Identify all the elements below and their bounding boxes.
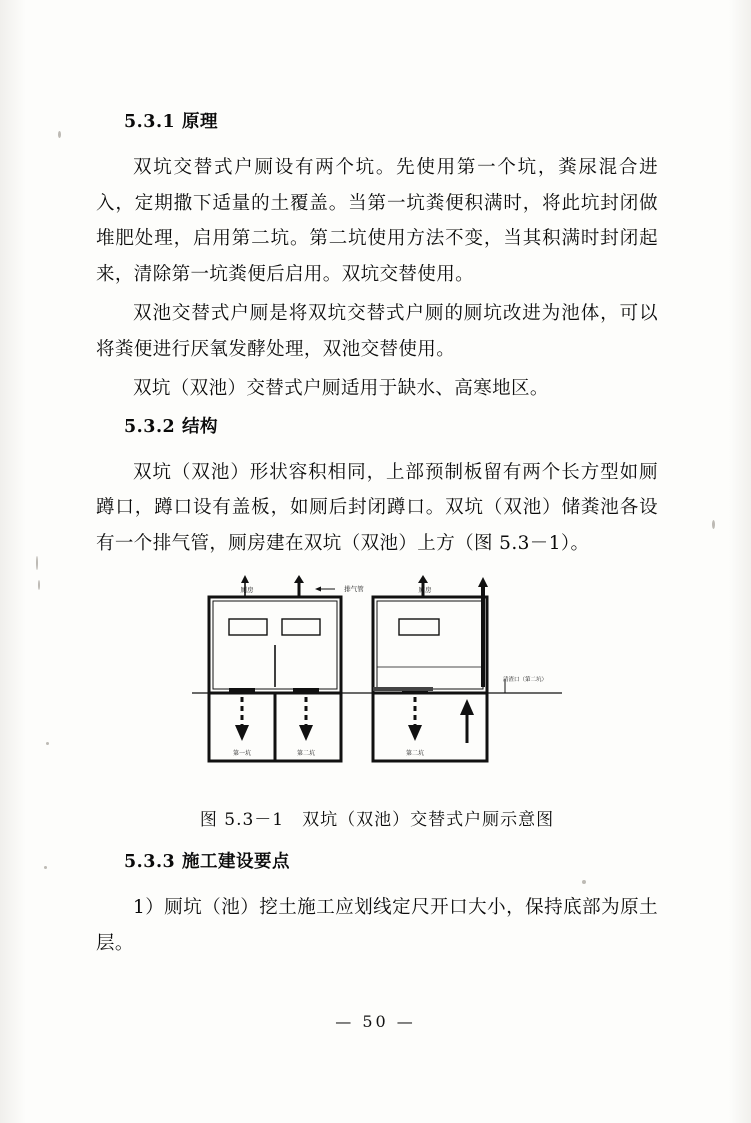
figure-caption: 图 5.3－1 双坑（双池）交替式户厕示意图 [199,810,555,831]
section-title-532: 结构 [182,416,218,437]
scan-speck [46,742,49,745]
label-clean-port: 清渣口（第二坑） [502,677,548,684]
scan-speck [712,520,715,529]
page-number: — 50 — [335,1012,416,1031]
label-pit-2-right: 第二坑 [405,750,425,758]
label-pit-1: 第一坑 [232,750,252,758]
section-number-532: 5.3.2 [124,416,176,437]
scan-edge-left [0,0,26,1123]
label-room-right: 厕房 [418,586,432,595]
section-heading-532 [96,413,658,441]
paragraph-531-3: 双坑（双池）交替式户厕适用于缺水、高寒地区。 [133,378,549,400]
figure-5-3-1 [96,575,658,830]
section-number-531: 5.3.1 [124,112,176,132]
label-vent-pipe: 排气管 [344,585,364,594]
label-room-left: 厕房 [240,586,254,595]
scan-speck [38,580,40,590]
figure-diagram [187,575,567,795]
page-content [96,108,658,965]
paragraph-532-1: 双坑（双池）形状容积相同，上部预制板留有两个长方型如厕蹲口，蹲口设有盖板，如厕后封闭蹲口。双坑（双池）储粪池各设有一个排气管，厕房建在双坑（双池）上方（图 5.3－1）。 [96,461,658,554]
section-heading-531 [96,108,658,136]
paragraph-531-1: 双坑交替式户厕设有两个坑。先使用第一个坑，粪尿混合进入，定期撒下适量的土覆盖。当第一坑粪便积满时，将此坑封闭做堆肥处理，启用第二坑。第二坑使用方法不变，当其积满时封闭起来，清除第一坑粪便后启用。双坑交替使用。 [96,157,658,285]
scan-speck [44,866,47,869]
scan-speck [36,556,38,570]
section-number-533: 5.3.3 [124,852,176,873]
section-title-531: 原理 [182,112,218,132]
paragraph-531-2: 双池交替式户厕是将双坑交替式户厕的厕坑改进为池体，可以将粪便进行厌氧发酵处理，双池交替使用。 [96,303,658,360]
paragraph-533-1: 1）厕坑（池）挖土施工应划线定尺开口大小，保持底部为原土层。 [96,897,658,954]
scan-speck [58,131,61,138]
label-pit-2: 第二坑 [296,750,316,758]
section-title-533: 施工建设要点 [182,852,290,873]
scan-edge-right [729,0,751,1123]
section-heading-533 [96,848,658,876]
